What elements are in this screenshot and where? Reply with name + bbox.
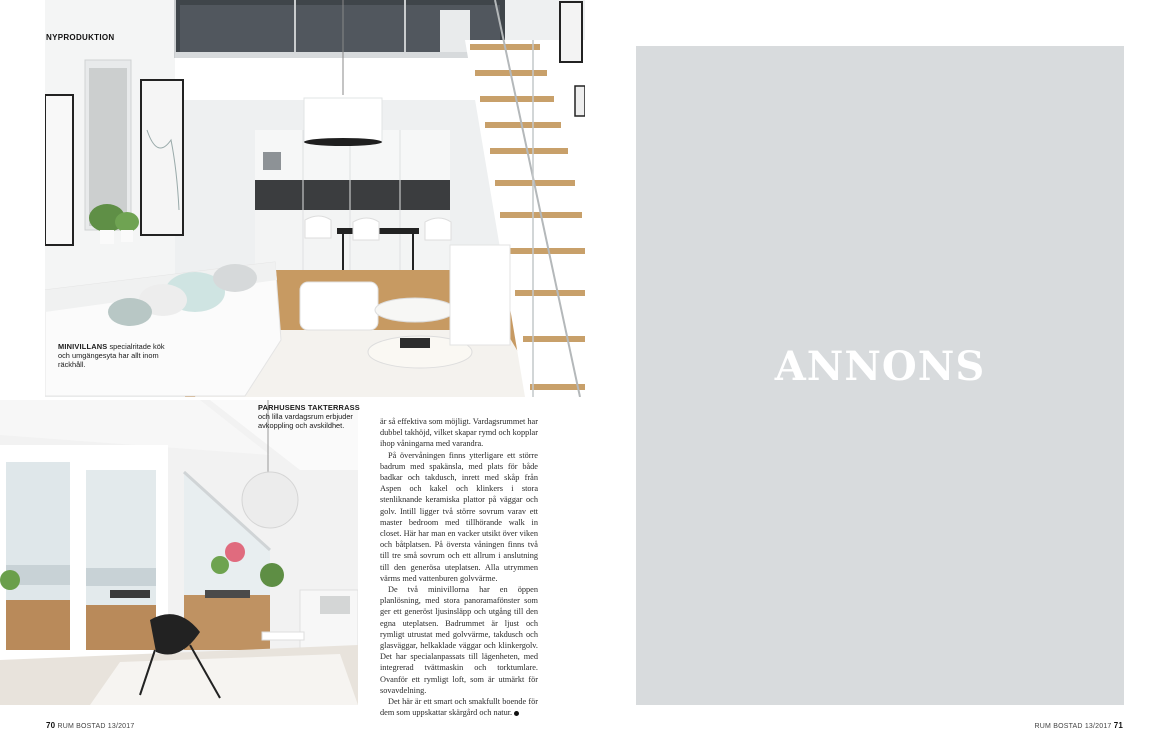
body-paragraph: är så effektiva som möjligt. Vardagsrummet har dubbel takhöjd, vilket skapar rymd och kopplar ihop våningarna med varandra. bbox=[380, 417, 538, 449]
page-number-left: 70 bbox=[46, 721, 56, 730]
photo1-caption-text: specialritade kök och umgängesyta har allt inom räckhåll. bbox=[58, 342, 165, 369]
article-body bbox=[380, 416, 538, 718]
magazine-issue-right: RUM BOSTAD 13/2017 bbox=[1034, 723, 1112, 730]
ad-label: ANNONS bbox=[774, 343, 986, 390]
ad-placeholder bbox=[636, 46, 1124, 705]
end-mark-icon bbox=[514, 711, 519, 716]
section-label: NYPRODUKTION bbox=[46, 33, 115, 42]
photo1-caption bbox=[58, 342, 178, 369]
body-paragraph-last bbox=[380, 696, 538, 718]
loft-interior-photo bbox=[45, 0, 585, 397]
page-number-right: 71 bbox=[1113, 721, 1123, 730]
photo2-caption-text: och lilla vardagsrum erbjuder avkoppling och avskildhet. bbox=[258, 412, 353, 430]
folio-right bbox=[1035, 721, 1123, 730]
folio-left bbox=[46, 721, 134, 730]
body-paragraph-last-text: Det här är ett smart och smakfullt boende för dem som uppskattar skärgård och natur. bbox=[380, 697, 538, 718]
top-floor-photo bbox=[0, 400, 358, 705]
body-paragraph: De två minivillorna har en öppen planlösning, med stora panoramafönster som ger ett generöst ljusinsläpp och utgång till den egna uteplatsen. Badrummet är ljust och rymligt utrustat med golvvärme, takdusch och glasväggar, helkaklade väggar och klinkergolv. Det har specialanpassats till lägenheten, med integrerad tvättmaskin och torktumlare. Ovanför ett rymligt loft, som är utmärkt för sovavdelning. bbox=[380, 585, 538, 695]
photo2-caption-title: PARHUSENS TAKTERRASS bbox=[258, 403, 360, 412]
magazine-issue-left: RUM BOSTAD 13/2017 bbox=[57, 723, 135, 730]
photo2-caption bbox=[258, 403, 368, 430]
body-paragraph: På övervåningen finns ytterligare ett större badrum med spakänsla, med plats för både badkar och takdusch, inrett med skåp från Aspen och kakel och klinkers i stora stenliknande keramiska plattor på väggar och golv. Intill ligger två större sovrum varav ett master bedroom med tillhörande walk in closet. Här har man en vacker utsikt över viken och båtplatsen. På översta våningen finns två till tre små sovrum och ett allrum i anslutning till den generösa uteplatsen. Alla utrymmen värms med vattenburen golvvärme. bbox=[380, 450, 538, 583]
photo1-caption-title: MINIVILLANS bbox=[58, 342, 108, 351]
